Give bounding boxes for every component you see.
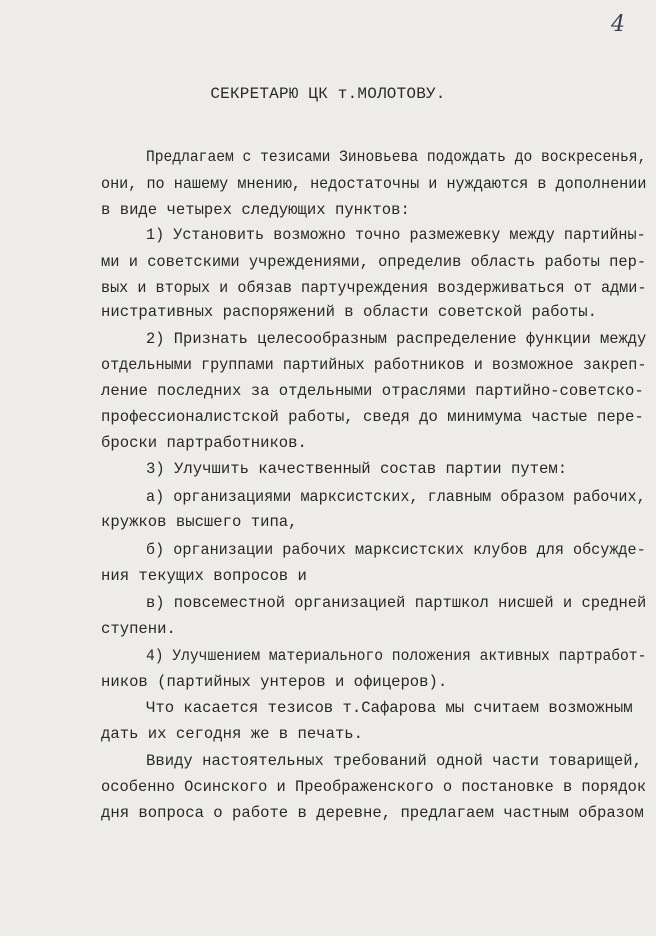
text-line: 1) Установить возможно точно размежевку между партийны- bbox=[146, 226, 646, 244]
text-line: вых и вторых и обязав партучреждения воздерживаться от адми- bbox=[101, 279, 647, 297]
text-line: ников (партийных унтеров и офицеров). bbox=[101, 673, 448, 691]
text-line: 4) Улучшением материального положения активных партрабoт- bbox=[146, 647, 647, 665]
document-title: СЕКРЕТАРЮ ЦК т.МОЛОТОВУ. bbox=[210, 85, 446, 103]
text-line: ление последних за отдельными отраслями партийно-советско- bbox=[101, 382, 644, 400]
text-line: ния текущих вопросов и bbox=[101, 567, 307, 585]
text-line: в виде четырех следующих пунктов: bbox=[101, 201, 410, 219]
text-line: ступени. bbox=[101, 620, 176, 638]
text-line: ми и советскими учреждениями, определив область работы пер- bbox=[101, 253, 647, 271]
text-line: 2) Признать целесообразным распределение функции между bbox=[146, 330, 647, 348]
text-line: нистративных распоряжений в области советской работы. bbox=[101, 303, 597, 321]
text-line: профессионалистской работы, сведя до минимума частые пере- bbox=[101, 408, 644, 426]
page-number: 4 bbox=[611, 12, 625, 37]
text-line: в) повсеместной организацией партшкол нисшей и средней bbox=[146, 594, 647, 612]
text-line: 3) Улучшить качественный состав партии путем: bbox=[146, 460, 568, 478]
text-line: Что касается тезисов т.Сафарова мы считаем возможным bbox=[146, 699, 633, 717]
text-line: а) организациями марксистских, главным образом рабочих, bbox=[146, 488, 646, 506]
text-line: они, по нашему мнению, недостаточны и нуждаются в дополнении bbox=[101, 175, 647, 193]
text-line: Ввиду настоятельных требований одной части товарищей, bbox=[146, 752, 642, 770]
text-line: Предлагаем с тезисами Зиновьева подождать до воскресенья, bbox=[146, 148, 647, 166]
text-line: отдельными группами партийных работников и возможное закреп- bbox=[101, 356, 647, 374]
text-line: особенно Осинского и Преображенского о постановке в порядок bbox=[101, 778, 647, 796]
text-line: броски партработников. bbox=[101, 434, 307, 452]
text-line: б) организации рабочих марксистских клубов для обсужде- bbox=[146, 541, 646, 559]
text-line: дать их сегодня же в печать. bbox=[101, 725, 364, 743]
text-line: кружков высшего типа, bbox=[101, 513, 298, 531]
text-line: дня вопроса о работе в деревне, предлагаем частным образом bbox=[101, 804, 644, 822]
